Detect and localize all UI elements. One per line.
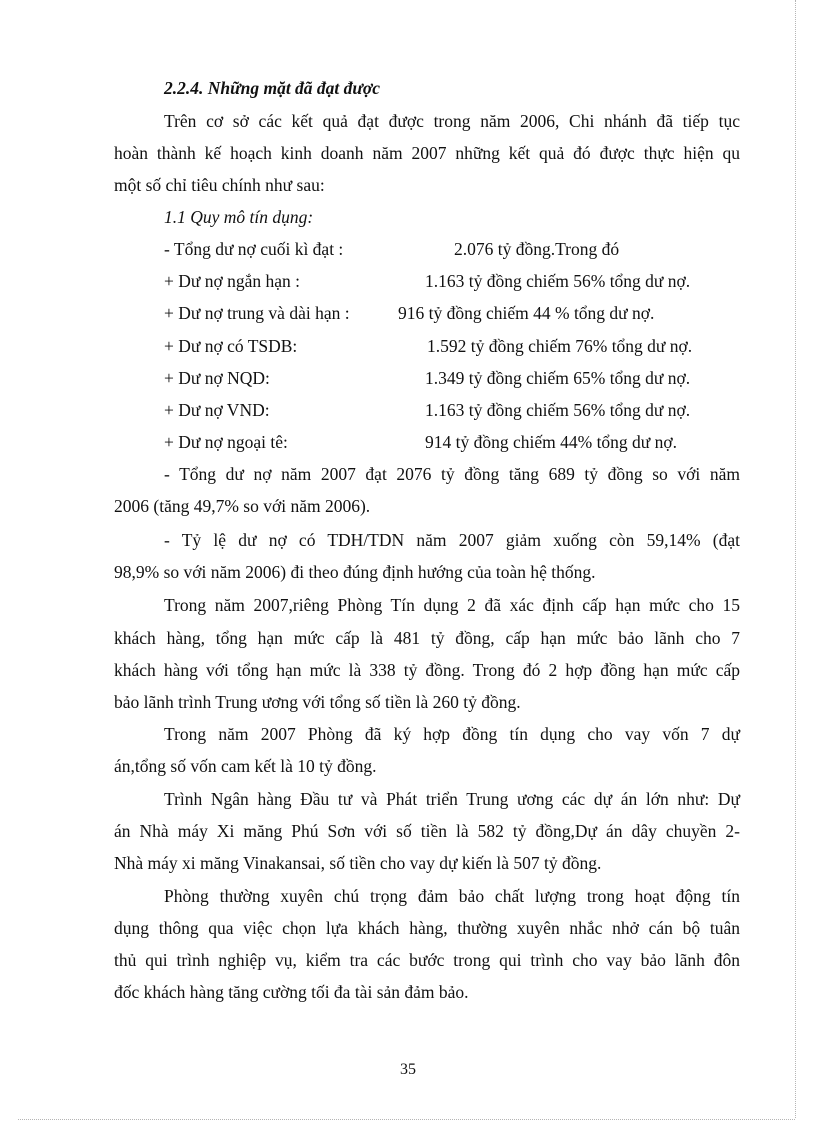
paragraph-line: Trên cơ sở các kết quả đạt được trong năm 2006, Chi nhánh đã tiếp tục — [164, 111, 740, 131]
credit-item-label: - Tổng dư nợ cuối kì đạt : — [164, 239, 344, 259]
page-border-right — [795, 0, 796, 1118]
credit-item-value: 914 tỷ đồng chiếm 44% tổng dư nợ. — [425, 432, 678, 452]
credit-item-label: + Dư nợ ngoại tê: — [164, 432, 288, 452]
page-number: 35 — [400, 1061, 416, 1078]
paragraph-line: bảo lãnh trình Trung ương với tổng số tiền là 260 tỷ đồng. — [114, 692, 521, 712]
paragraph-line: dụng thông qua việc chọn lựa khách hàng, thường xuyên nhắc nhở cán bộ tuân — [114, 918, 740, 938]
paragraph-line: Trình Ngân hàng Đầu tư và Phát triển Trung ương các dự án lớn như: Dự — [164, 789, 740, 809]
credit-item-label: + Dư nợ ngắn hạn : — [164, 271, 301, 291]
credit-item-label: + Dư nợ có TSDB: — [164, 336, 298, 356]
paragraph-line: - Tỷ lệ dư nợ có TDH/TDN năm 2007 giảm xuống còn 59,14% (đạt — [164, 530, 740, 550]
paragraph-line: án,tổng số vốn cam kết là 10 tỷ đồng. — [114, 756, 377, 776]
paragraph-line: án Nhà máy Xi măng Phú Sơn với số tiền là 582 tỷ đồng,Dự án dây chuyền 2- — [114, 821, 740, 841]
credit-item-value: 1.163 tỷ đồng chiếm 56% tổng dư nợ. — [425, 271, 691, 291]
credit-item-value: 1.163 tỷ đồng chiếm 56% tổng dư nợ. — [425, 400, 691, 420]
credit-item-label: + Dư nợ NQD: — [164, 368, 270, 388]
credit-item-value: 916 tỷ đồng chiếm 44 % tổng dư nợ. — [398, 303, 655, 323]
paragraph-line: hoàn thành kế hoạch kinh doanh năm 2007 những kết quả đó được thực hiện qu — [114, 143, 740, 163]
paragraph-line: - Tổng dư nợ năm 2007 đạt 2076 tỷ đồng tăng 689 tỷ đồng so với năm — [164, 464, 740, 484]
paragraph-line: Trong năm 2007 Phòng đã ký hợp đồng tín dụng cho vay vốn 7 dự — [164, 724, 740, 744]
credit-item-value: 1.349 tỷ đồng chiếm 65% tổng dư nợ. — [425, 368, 691, 388]
paragraph-line: Trong năm 2007,riêng Phòng Tín dụng 2 đã xác định cấp hạn mức cho 15 — [164, 595, 740, 615]
credit-item-label: + Dư nợ trung và dài hạn : — [164, 303, 350, 323]
credit-subheading: 1.1 Quy mô tín dụng: — [164, 207, 314, 227]
section-heading: 2.2.4. Những mặt đã đạt được — [164, 78, 381, 98]
credit-item-value: 2.076 tỷ đồng.Trong đó — [454, 239, 620, 259]
paragraph-line: thủ qui trình nghiệp vụ, kiểm tra các bước trong qui trình cho vay bảo lãnh đôn — [114, 950, 740, 970]
paragraph-line: 98,9% so với năm 2006) đi theo đúng định hướng của toàn hệ thống. — [114, 562, 596, 582]
paragraph-line: một số chỉ tiêu chính như sau: — [114, 175, 325, 195]
credit-item-value: 1.592 tỷ đồng chiếm 76% tổng dư nợ. — [427, 336, 693, 356]
paragraph-line: khách hàng với tổng hạn mức là 338 tỷ đồng. Trong đó 2 hợp đồng hạn mức cấp — [114, 660, 740, 680]
credit-item-label: + Dư nợ VND: — [164, 400, 270, 420]
page-border-bottom — [18, 1119, 795, 1120]
paragraph-line: Nhà máy xi măng Vinakansai, số tiền cho vay dự kiến là 507 tỷ đồng. — [114, 853, 602, 873]
paragraph-line: đốc khách hàng tăng cường tối đa tài sản đảm bảo. — [114, 982, 469, 1002]
paragraph-line: 2006 (tăng 49,7% so với năm 2006). — [114, 496, 371, 516]
paragraph-line: khách hàng, tổng hạn mức cấp là 481 tỷ đồng, cấp hạn mức bảo lãnh cho 7 — [114, 628, 740, 648]
paragraph-line: Phòng thường xuyên chú trọng đảm bảo chất lượng trong hoạt động tín — [164, 886, 740, 906]
